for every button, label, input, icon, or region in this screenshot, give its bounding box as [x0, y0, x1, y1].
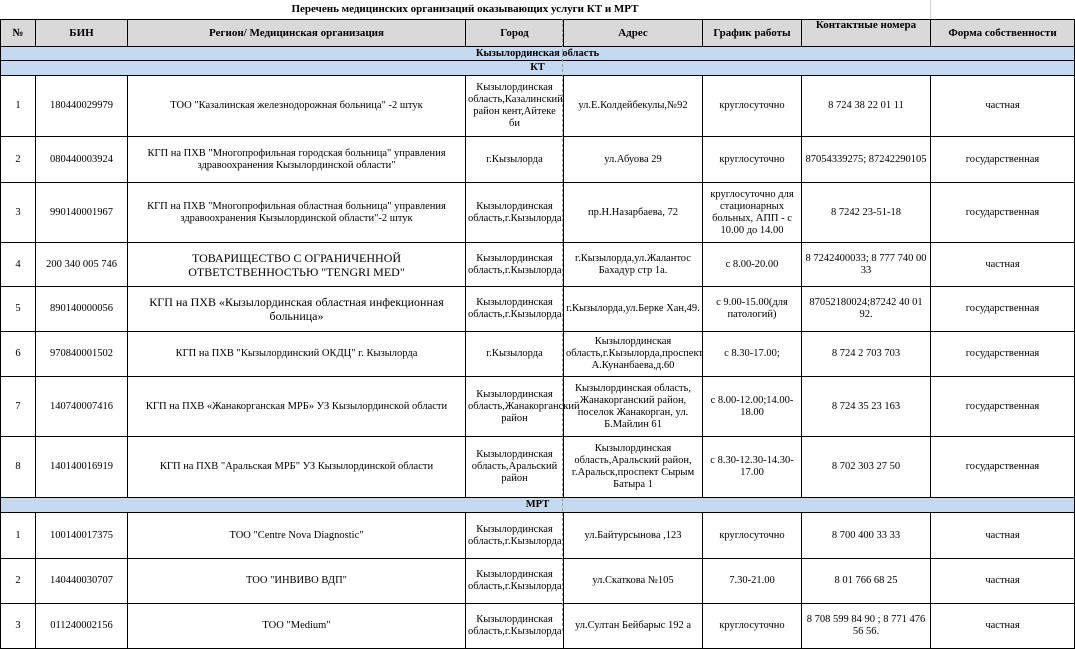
- cell-schedule: с 8.30-17.00;: [703, 332, 802, 377]
- cell-schedule: с 9.00-15.00(для патологий): [703, 287, 802, 332]
- region-row: [1, 47, 1075, 61]
- cell-num: 3: [1, 604, 36, 649]
- cell-bin: 140140016919: [36, 437, 128, 498]
- cell-schedule: круглосуточно для стационарных больных, АПП - с 10.00 до 14.00: [703, 183, 802, 243]
- cell-city: Кызылординская область,г.Кызылорда: [466, 243, 564, 287]
- cell-ownership: частная: [931, 559, 1075, 604]
- cell-address: Кызылординская область, Жанакорганский район, поселок Жанакорган, ул. Б.Майлин 61: [564, 377, 703, 437]
- cell-city: Кызылординская область,г.Кызылорда: [466, 183, 564, 243]
- section-label: КТ: [1, 61, 1075, 76]
- table-row: [1, 243, 1075, 287]
- cell-schedule: круглосуточно: [703, 513, 802, 559]
- cell-contacts: 8 7242400033; 8 777 740 00 33: [802, 243, 931, 287]
- cell-num: 6: [1, 332, 36, 377]
- cell-address: ул.Байтурсынова ,123: [564, 513, 703, 559]
- region-label: Кызылординская область: [1, 47, 1075, 61]
- cell-bin: 100140017375: [36, 513, 128, 559]
- cell-num: 1: [1, 513, 36, 559]
- cell-org: ТОВАРИЩЕСТВО С ОГРАНИЧЕННОЙ ОТВЕТСТВЕННОСТЬЮ "TENGRI MED": [128, 243, 466, 287]
- cell-address: ул.Абуова 29: [564, 137, 703, 183]
- cell-city: Кызылординская область,г.Кызылорда: [466, 287, 564, 332]
- cell-org: ТОО "Centre Nova Diagnostic": [128, 513, 466, 559]
- cell-bin: 140440030707: [36, 559, 128, 604]
- cell-ownership: государственная: [931, 137, 1075, 183]
- cell-bin: 990140001967: [36, 183, 128, 243]
- title-empty-cell: [930, 0, 1075, 19]
- cell-num: 8: [1, 437, 36, 498]
- cell-org: КГП на ПХВ "Многопрофильная областная больница" управления здравоохранения Кызылординской области"-2 штук: [128, 183, 466, 243]
- cell-address: г.Кызылорда,ул.Берке Хан,49.: [564, 287, 703, 332]
- table-row: [1, 287, 1075, 332]
- cell-contacts: 8 708 599 84 90 ; 8 771 476 56 56.: [802, 604, 931, 649]
- table-row: [1, 137, 1075, 183]
- cell-org: КГП на ПХВ «Жанакорганская МРБ» УЗ Кызылординской области: [128, 377, 466, 437]
- cell-contacts: 8 724 2 703 703: [802, 332, 931, 377]
- cell-bin: 080440003924: [36, 137, 128, 183]
- cell-address: ул.Е.Колдейбекулы,№92: [564, 76, 703, 137]
- cell-schedule: с 8.30-12.30-14.30-17.00: [703, 437, 802, 498]
- cell-contacts: 8 724 38 22 01 11: [802, 76, 931, 137]
- cell-bin: 140740007416: [36, 377, 128, 437]
- cell-contacts: 8 01 766 68 25: [802, 559, 931, 604]
- cell-ownership: государственная: [931, 377, 1075, 437]
- cell-contacts: 8 724 35 23 163: [802, 377, 931, 437]
- cell-schedule: круглосуточно: [703, 604, 802, 649]
- cell-org: ТОО "ИНВИВО ВДП": [128, 559, 466, 604]
- cell-contacts: 8 700 400 33 33: [802, 513, 931, 559]
- cell-schedule: с 8.00-20.00: [703, 243, 802, 287]
- cell-address: Кызылординская область,Аральский район, г.Аральск,проспект Сырым Батыра 1: [564, 437, 703, 498]
- cell-city: Кызылординская область,г.Кызылорда: [466, 604, 564, 649]
- table-row: [1, 183, 1075, 243]
- cell-num: 5: [1, 287, 36, 332]
- cell-num: 1: [1, 76, 36, 137]
- cell-num: 3: [1, 183, 36, 243]
- cell-bin: 180440029979: [36, 76, 128, 137]
- cell-ownership: частная: [931, 513, 1075, 559]
- cell-ownership: государственная: [931, 437, 1075, 498]
- cell-bin: 200 340 005 746: [36, 243, 128, 287]
- cell-num: 4: [1, 243, 36, 287]
- cell-num: 7: [1, 377, 36, 437]
- cell-address: ул.Султан Бейбарыс 192 а: [564, 604, 703, 649]
- medical-organizations-table: [0, 19, 1075, 649]
- cell-num: 2: [1, 559, 36, 604]
- cell-city: г.Кызылорда: [466, 332, 564, 377]
- section-row: [1, 61, 1075, 76]
- cell-city: Кызылординская область,Жанакорганский район: [466, 377, 564, 437]
- cell-schedule: 7.30-21.00: [703, 559, 802, 604]
- cell-schedule: круглосуточно: [703, 76, 802, 137]
- header-ownership: Форма собственности: [931, 20, 1075, 47]
- header-num: №: [1, 20, 36, 47]
- header-contacts: Контактные номера: [802, 20, 931, 47]
- cell-org: КГП на ПХВ "Многопрофильная городская больница" управления здравоохранения Кызылординской области": [128, 137, 466, 183]
- page-title: Перечень медицинских организаций оказывающих услуги КТ и МРТ: [291, 3, 639, 15]
- cell-schedule: круглосуточно: [703, 137, 802, 183]
- cell-bin: 890140000056: [36, 287, 128, 332]
- cell-bin: 011240002156: [36, 604, 128, 649]
- header-org: Регион/ Медицинская организация: [128, 20, 466, 47]
- table-row: [1, 604, 1075, 649]
- header-row: [1, 20, 1075, 47]
- table-row: [1, 76, 1075, 137]
- cell-city: Кызылординская область,Аральский район: [466, 437, 564, 498]
- cell-city: Кызылординская область,г.Кызылорда: [466, 513, 564, 559]
- table-row: [1, 332, 1075, 377]
- cell-org: КГП на ПХВ "Кызылординский ОКДЦ" г. Кызылорда: [128, 332, 466, 377]
- cell-ownership: государственная: [931, 332, 1075, 377]
- cell-schedule: с 8.00-12.00;14.00-18.00: [703, 377, 802, 437]
- section-label: МРТ: [1, 498, 1075, 513]
- cell-org: ТОО "Казалинская железнодорожная больница" -2 штук: [128, 76, 466, 137]
- cell-contacts: 87054339275; 87242290105: [802, 137, 931, 183]
- cell-num: 2: [1, 137, 36, 183]
- cell-org: ТОО "Medium": [128, 604, 466, 649]
- cell-contacts: 87052180024;87242 40 01 92.: [802, 287, 931, 332]
- cell-city: Кызылординская область,Казалинский район кент,Айтеке би: [466, 76, 564, 137]
- cell-org: КГП на ПХВ «Кызылординская областная инфекционная больница»: [128, 287, 466, 332]
- cell-org: КГП на ПХВ "Аральская МРБ" УЗ Кызылординской области: [128, 437, 466, 498]
- cell-ownership: частная: [931, 76, 1075, 137]
- cell-contacts: 8 7242 23-51-18: [802, 183, 931, 243]
- cell-address: пр.Н.Назарбаева, 72: [564, 183, 703, 243]
- cell-ownership: государственная: [931, 183, 1075, 243]
- cell-city: Кызылординская область,г.Кызылорда: [466, 559, 564, 604]
- cell-address: г.Кызылорда,ул.Жалантос Бахадур стр 1а.: [564, 243, 703, 287]
- cell-bin: 970840001502: [36, 332, 128, 377]
- header-city: Город: [466, 20, 564, 47]
- table-row: [1, 559, 1075, 604]
- table-row: [1, 437, 1075, 498]
- cell-city: г.Кызылорда: [466, 137, 564, 183]
- section-row: [1, 498, 1075, 513]
- cell-address: ул.Скаткова №105: [564, 559, 703, 604]
- cell-ownership: частная: [931, 604, 1075, 649]
- cell-contacts: 8 702 303 27 50: [802, 437, 931, 498]
- header-schedule: График работы: [703, 20, 802, 47]
- cell-ownership: частная: [931, 243, 1075, 287]
- header-address: Адрес: [564, 20, 703, 47]
- table-row: [1, 377, 1075, 437]
- table-row: [1, 513, 1075, 559]
- cell-ownership: государственная: [931, 287, 1075, 332]
- cell-address: Кызылординская область,г.Кызылорда,проспект А.Кунанбаева,д.60: [564, 332, 703, 377]
- header-bin: БИН: [36, 20, 128, 47]
